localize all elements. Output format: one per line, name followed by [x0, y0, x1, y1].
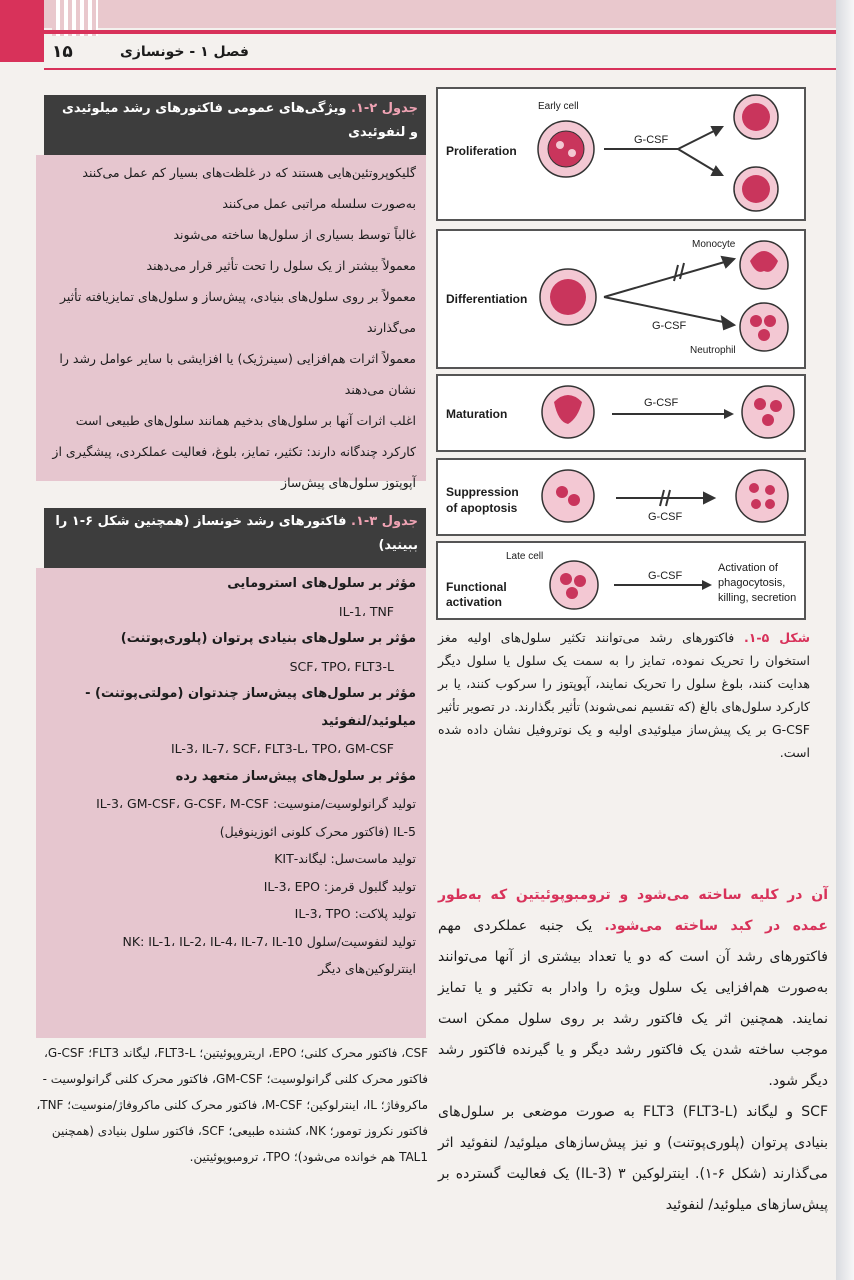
table1-title-text: ویژگی‌های عمومی فاکتورهای رشد میلوئیدی و لنفوئیدی — [61, 101, 418, 140]
table2-item: IL-3، IL-7، SCF، FLT3-L، TPO، GM-CSF — [170, 741, 394, 756]
arrow-label: G-CSF — [634, 134, 669, 146]
table2-item: SCF، TPO، FLT3-L — [289, 658, 394, 674]
mature-neutrophil-icon — [742, 386, 794, 438]
table1-row: معمولاً بر روی سلول‌های بنیادی، پیش‌ساز و سلول‌های تمایزیافته تأثیر می‌گذارند — [59, 289, 416, 335]
body-paragraph-2: SCF و لیگاند FLT3 (FLT3-L) به صورت موضعی بر سلول‌های بنیادی پرتوان (پلوری‌پوتنت) و نیز پیش‌سازهای میلوئید/ لنفوئید اثر می‌گذارند (شکل ۶-۱). اینترلوکین ۳ (IL-3) یک فعالیت گسترده بر پیش‌سازهای میلوئید/ لنفوئید — [438, 1104, 828, 1213]
header-corner-tab — [0, 0, 44, 62]
table2-item: تولید لنفوسیت/سلول NK: IL-1، IL-2، IL-4، IL-7، IL-10 — [122, 933, 416, 949]
panel-label-line1: Suppression — [446, 485, 519, 499]
early-cell-icon — [538, 121, 594, 177]
table1-row: غالباً توسط بسیاری از سلول‌ها ساخته می‌شوند — [173, 227, 416, 242]
table1-row: معمولاً اثرات هم‌افزایی (سینرژیک) یا افزایشی با سایر عوامل رشد را نشان می‌دهند — [59, 351, 416, 397]
table2-item: اینترلوکین‌های دیگر — [318, 961, 416, 976]
band-cell-icon — [542, 386, 594, 438]
table2-item: IL-1، TNF — [338, 603, 394, 619]
table1-title — [44, 95, 426, 155]
daughter-cell-icon — [734, 95, 778, 211]
panel-label-line2: activation — [446, 595, 503, 609]
panel-label-line1: Functional — [446, 580, 507, 594]
panel-label: Maturation — [446, 407, 508, 421]
arrow-label: G-CSF — [648, 511, 683, 523]
page-number: ۱۵ — [52, 42, 73, 62]
body-bold-sentence: آن در کلیه ساخته می‌شود و ترومبوپوئیتین که به‌طور عمده در کبد ساخته می‌شود. — [438, 887, 828, 934]
table1-row: گلیکوپروتئین‌هایی هستند که در غلظت‌های بسیار کم عمل می‌کنند — [82, 165, 416, 180]
blocked-arrow-icon — [616, 490, 714, 506]
table2-number: جدول ۳-۱. — [351, 514, 418, 529]
arrow-label: G-CSF — [648, 570, 683, 582]
header-rule-bottom — [44, 68, 839, 70]
monocyte-label: Monocyte — [692, 239, 736, 250]
table2-title-text: فاکتورهای رشد خونساز (همچنین شکل ۶-۱ را ببینید) — [55, 514, 418, 553]
panel-label-line2: of apoptosis — [446, 501, 518, 515]
body-paragraph-1: یک جنبه عملکردی مهم فاکتورهای رشد آن است که دو یا تعداد بیشتری از آنها می‌توانند به‌صورت هم‌افزایی یک سلول ویژه را وادار به تکثیر و یا تمایز نمایند. همچنین اثر یک فاکتور رشد بر روی سلول ممکن است موجب ساخته شدن یک فاکتور رشد دیگر و یا گیرنده فاکتور رشد دیگر شود. — [438, 918, 828, 1089]
figure-panel-maturation — [436, 374, 806, 452]
table1-row: به‌صورت سلسله مراتبی عمل می‌کنند — [222, 196, 416, 211]
late-cell-label: Late cell — [506, 551, 544, 562]
result-line3: killing, secretion — [718, 592, 797, 604]
result-line1: Activation of — [718, 562, 778, 574]
table2-section-heading: مؤثر بر سلول‌های پیش‌ساز چندتوان (مولتی‌پوتنت) - میلوئید/لنفوئید — [85, 686, 416, 729]
late-cell-icon — [550, 561, 598, 609]
apoptotic-cell-icon — [736, 470, 788, 522]
figure-caption-text: فاکتورهای رشد می‌توانند تکثیر سلول‌های اولیه مغز استخوان را تحریک نموده، تمایز را به سمت یک سلول یا سلول دیگر هدایت کنند، بلوغ سلول را تحریک نمایند، آپوپتوز را سرکوب کنند، یا بر کارکرد سلول‌های بالغ (که تقسیم نمی‌شوند) تأثیر بگذارند. در تصویر تأثیر G-CSF بر یک پیش‌ساز میلوئیدی اولیه و یک نوتروفیل نشان داده شده است. — [438, 630, 810, 760]
table2-item: تولید گلبول قرمز: IL-3، EPO — [263, 878, 416, 894]
table1-number: جدول ۲-۱. — [351, 101, 418, 116]
body-text — [438, 880, 828, 1221]
page-edge — [836, 0, 854, 1280]
branch-arrow-icon — [604, 257, 734, 329]
figure-caption — [438, 626, 810, 764]
table1-row: اغلب اثرات آنها بر سلول‌های بدخیم همانند سلول‌های طبیعی است — [75, 413, 416, 428]
table2-title — [44, 508, 426, 568]
neutrophil-icon — [740, 303, 788, 351]
table2-section-heading: مؤثر بر سلول‌های استرومایی — [227, 576, 416, 591]
table1-row: معمولاً بیشتر از یک سلول را تحت تأثیر قرار می‌دهند — [146, 258, 416, 273]
arrow-icon — [612, 409, 734, 419]
panel-label: Proliferation — [446, 144, 517, 158]
progenitor-cell-icon — [540, 269, 596, 325]
table1-row: کارکرد چندگانه دارند: تکثیر، تمایز، بلوغ، فعالیت عملکردی، پیشگیری از آپوپتوز سلول‌های پیش‌ساز — [52, 444, 416, 490]
figure-panel-proliferation — [436, 87, 806, 221]
arrow-label: G-CSF — [652, 320, 687, 332]
table2-item: تولید ماست‌سل: لیگاند-KIT — [274, 851, 416, 866]
figure-panel-differentiation — [436, 229, 806, 369]
panel-label: Differentiation — [446, 292, 528, 306]
early-cell-label: Early cell — [538, 101, 579, 112]
table2-section-heading: مؤثر بر سلول‌های بنیادی پرتوان (پلوری‌پوتنت) — [120, 631, 416, 646]
cell-icon — [542, 470, 594, 522]
figure-panel-functional-activation — [436, 541, 806, 620]
table1-body — [36, 155, 426, 490]
result-line2: phagocytosis, — [718, 577, 786, 589]
table2-abbreviations: CSF، فاکتور محرک کلنی؛ EPO، اریتروپوئیتین؛ FLT3-L، لیگاند FLT3؛ G-CSF، فاکتور محرک کلنی گرانولوسیت؛ GM-CSF، فاکتور محرک کلنی گرانولوسیت - ماکروفاژ؛ IL، اینترلوکین؛ M-CSF، فاکتور محرک کلنی ماکروفاژ/منوسیت؛ TNF، فاکتور نکروز تومور؛ NK، کشنده طبیعی؛ SCF، فاکتور سلول بنیادی (همچنین TAL1 هم خوانده می‌شود)؛ TPO، ترومبوپوئیتین. — [36, 1046, 428, 1164]
figure-panel-suppression-of-apoptosis — [436, 458, 806, 536]
table2-section-heading: مؤثر بر سلول‌های پیش‌ساز متعهد رده — [175, 768, 416, 784]
arrow-label: G-CSF — [644, 397, 679, 409]
table2-item: تولید پلاکت: IL-3، TPO — [294, 906, 416, 921]
table2-item: تولید گرانولوسیت/منوسیت: IL-3، GM-CSF، G-CSF، M-CSF — [96, 796, 416, 811]
table2-item: IL-5 (فاکتور محرک کلونی ائوزینوفیل) — [219, 823, 416, 839]
neutrophil-label: Neutrophil — [690, 345, 736, 356]
chapter-title: فصل ۱ - خونسازی — [120, 44, 249, 60]
table2-body — [36, 568, 426, 1038]
figure-number: شکل ۵-۱. — [743, 630, 810, 645]
header-band — [0, 0, 854, 28]
header-rule — [44, 30, 839, 34]
monocyte-icon — [740, 241, 788, 289]
